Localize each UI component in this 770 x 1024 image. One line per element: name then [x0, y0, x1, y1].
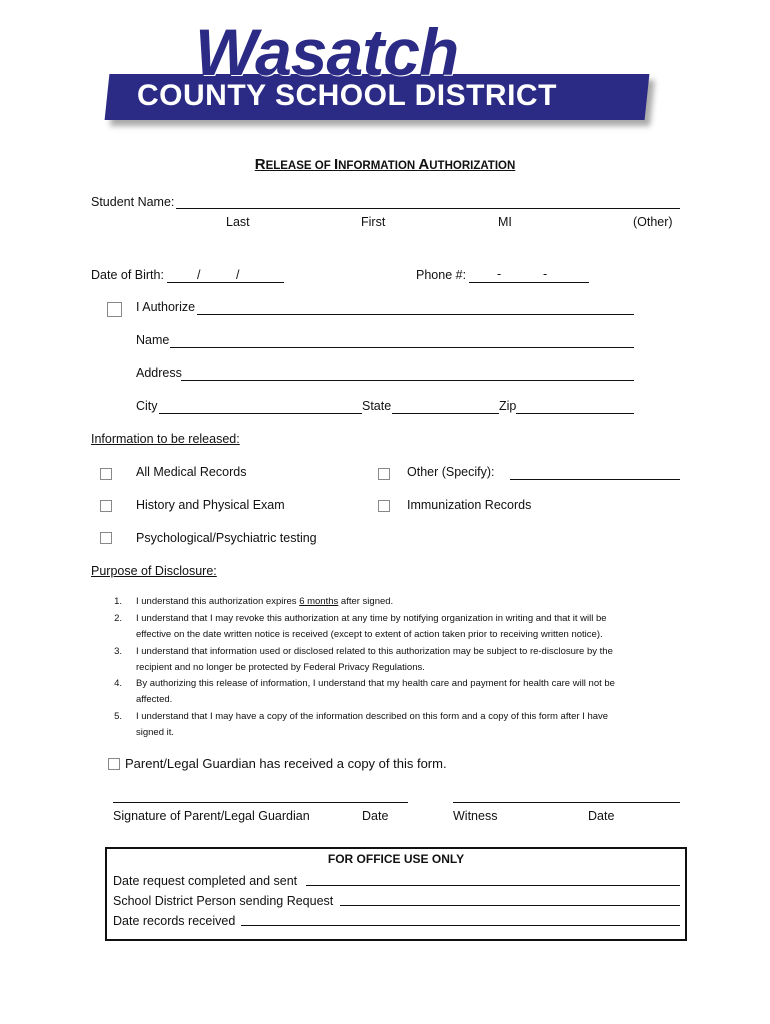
purpose-num-2: 2. [114, 613, 122, 624]
zip-field[interactable] [516, 413, 634, 414]
immunization-label: Immunization Records [407, 498, 532, 512]
dob-slash-1: / [197, 268, 201, 282]
copy-received-label: Parent/Legal Guardian has received a copy of this form. [125, 756, 447, 771]
zip-label: Zip [499, 399, 517, 413]
office-line3-field[interactable] [241, 925, 680, 926]
purpose-item-4-line2: affected. [136, 694, 173, 705]
psych-testing-label: Psychological/Psychiatric testing [136, 531, 317, 545]
dob-field[interactable] [167, 282, 284, 283]
logo-district: COUNTY SCHOOL DISTRICT [137, 79, 557, 112]
authorize-label: I Authorize [136, 300, 196, 314]
name-label: Name [136, 333, 170, 347]
student-last-caption: Last [226, 215, 250, 229]
immunization-checkbox[interactable] [378, 500, 390, 512]
witness-date-label: Date [588, 809, 615, 823]
student-name-field[interactable] [176, 208, 680, 209]
address-field[interactable] [181, 380, 634, 381]
logo-wasatch: Wasatch [195, 15, 459, 89]
purpose-item-5-line2: signed it. [136, 727, 175, 738]
authorize-checkbox[interactable] [107, 302, 122, 317]
form-title: RELEASE OF INFORMATION AUTHORIZATION [254, 156, 516, 173]
purpose-num-1: 1. [114, 596, 122, 607]
phone-dash-2: - [543, 267, 548, 281]
purpose-num-3: 3. [114, 646, 122, 657]
purpose-num-5: 5. [114, 711, 122, 722]
other-specify-checkbox[interactable] [378, 468, 390, 480]
parent-date-label: Date [362, 809, 389, 823]
state-field[interactable] [392, 413, 499, 414]
office-line2-label: School District Person sending Request [113, 894, 334, 908]
authorize-field[interactable] [197, 314, 634, 315]
city-field[interactable] [159, 413, 362, 414]
witness-signature-field[interactable] [453, 802, 680, 803]
purpose-num-4: 4. [114, 678, 122, 689]
office-use-title: FOR OFFICE USE ONLY [327, 852, 465, 866]
copy-received-checkbox[interactable] [108, 758, 120, 770]
psych-testing-checkbox[interactable] [100, 532, 112, 544]
parent-signature-field[interactable] [113, 802, 408, 803]
student-first-caption: First [361, 215, 386, 229]
purpose-heading: Purpose of Disclosure: [91, 564, 217, 578]
name-field[interactable] [170, 347, 634, 348]
other-specify-field[interactable] [510, 479, 680, 480]
state-label: State [362, 399, 392, 413]
student-name-label: Student Name: [91, 195, 175, 209]
district-logo [95, 15, 665, 130]
all-medical-label: All Medical Records [136, 465, 247, 479]
office-line2-field[interactable] [340, 905, 680, 906]
purpose-item-2-line1: I understand that I may revoke this authorization at any time by notifying organization in writing and that it will be [136, 613, 607, 624]
phone-field[interactable] [469, 282, 589, 283]
purpose-item-2-line2: effective on the date written notice is received (except to extent of action taken prior to receiving written notice). [136, 629, 603, 640]
purpose-item-1: I understand this authorization expires 6 months after signed. [136, 596, 394, 607]
office-line1-label: Date request completed and sent [113, 874, 298, 888]
purpose-item-5-line1: I understand that I may have a copy of the information described on this form and a copy of this form after I have [136, 711, 609, 722]
office-line3-label: Date records received [113, 914, 236, 928]
purpose-item-4-line1: By authorizing this release of information, I understand that my health care and payment for health care will not be [136, 678, 615, 689]
city-label: City [136, 399, 158, 413]
dob-label: Date of Birth: [91, 268, 164, 282]
history-physical-label: History and Physical Exam [136, 498, 285, 512]
student-other-caption: (Other) [633, 215, 673, 229]
parent-signature-label: Signature of Parent/Legal Guardian [113, 809, 310, 823]
phone-label: Phone #: [416, 268, 467, 282]
phone-dash-1: - [497, 267, 502, 281]
info-heading: Information to be released: [91, 432, 240, 446]
history-physical-checkbox[interactable] [100, 500, 112, 512]
other-specify-label: Other (Specify): [407, 465, 495, 479]
all-medical-checkbox[interactable] [100, 468, 112, 480]
purpose-item-3-line1: I understand that information used or disclosed related to this authorization may be subject to re-disclosure by the [136, 646, 613, 657]
address-label: Address [136, 366, 182, 380]
purpose-item-3-line2: recipient and no longer be protected by Federal Privacy Regulations. [136, 662, 425, 673]
student-mi-caption: MI [498, 215, 512, 229]
witness-label: Witness [453, 809, 498, 823]
dob-slash-2: / [236, 268, 240, 282]
office-line1-field[interactable] [306, 885, 680, 886]
